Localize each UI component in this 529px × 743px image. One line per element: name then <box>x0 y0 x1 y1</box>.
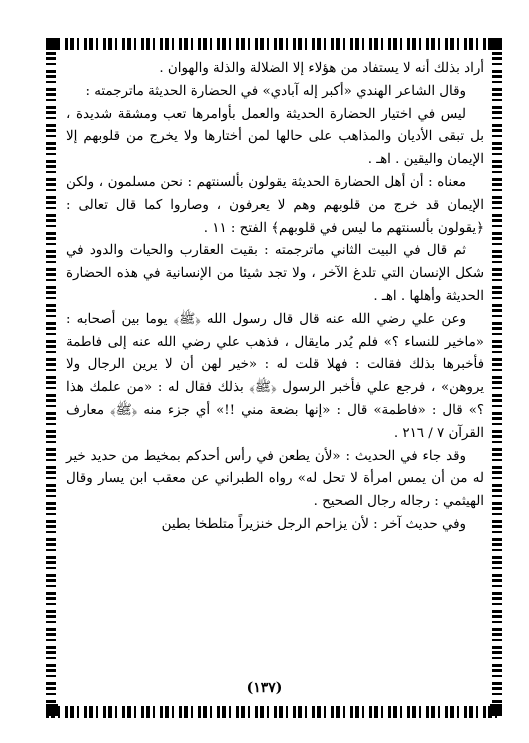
page-body-text <box>66 58 484 537</box>
paragraph: أراد بذلك أنه لا يستفاد من هؤلاء إلا الضلالة والذلة والهوان . <box>159 61 484 76</box>
border-corner-ornament <box>46 38 58 50</box>
paragraph: ثم قال في البيت الثاني ماترجمته : بقيت العقارب والحيات والدود في شكل الإنسان التي تلدغ الآخر ، ولا تجد شيئا من الإنسانية في هذه الحضارة الحديثة وأهلها . اهـ . <box>66 243 484 304</box>
paragraph: وقال الشاعر الهندي «أكبر إله آبادي» في الحضارة الحديثة ماترجمته : <box>85 83 466 99</box>
page-number: (١٣٧) <box>246 680 283 696</box>
paragraph: وقد جاء في الحديث : «لأن يطعن في رأس أحدكم بمخيط من حديد خير له من أن يمس امرأة لا تحل له» رواه الطبراني عن معقب ابن يسار وقال الهيثمي : رجاله رجال الصحيح . <box>66 448 484 510</box>
paragraph: معناه : أن أهل الحضارة الحديثة يقولون بألسنتهم : نحن مسلمون ، ولكن الإيمان قد خرج من قلوبهم وهم لا يعرفون ، وصاروا كما قال تعالى : ﴿يقولون بألسنتهم ما ليس في قلوبهم﴾ الفتح : ١١ . <box>66 174 484 236</box>
border-corner-ornament <box>490 704 502 716</box>
ornamental-border-bottom <box>46 706 502 718</box>
ornamental-border-left <box>46 52 56 704</box>
paragraph: ليس في اختيار الحضارة الحديثة والعمل بأوامرها تعب ومشقة شديدة ، بل تبقى الأديان والمذاهب على حالها لمن أختارها ولا يخرج من قلوبهم إلا الإيمان واليقين . اهـ . <box>66 106 484 168</box>
paragraph: وفي حديث آخر : لأن يزاحم الرجل خنزيراً متلطخا بطين <box>161 516 466 532</box>
paragraph: وعن علي رضي الله عنه قال قال رسول الله ﴿ﷺ﴾ يوما بين أصحابه : «ماخير للنساء ؟» فلم يُدر مايقال ، فذهب علي رضي الله عنه إلى فاطمة فأخبرها بذلك فقالت : فهلا قلت له : «خير لهن أن لا يرين الرجال ولا يروهن» ، فرجع علي فأخبر الرسول ﴿ﷺ﴾ بذلك فقال له : «من علمك هذا ؟» قال : «فاطمة» قال : «إنها بضعة مني !!» أي جزء منه ﴿ﷺ﴾ معارف القرآن ٧ / ٢١٦ . <box>66 311 484 441</box>
border-corner-ornament <box>46 704 58 716</box>
ornamental-border-right <box>492 52 502 704</box>
ornamental-border-top <box>46 38 502 50</box>
border-corner-ornament <box>490 38 502 50</box>
